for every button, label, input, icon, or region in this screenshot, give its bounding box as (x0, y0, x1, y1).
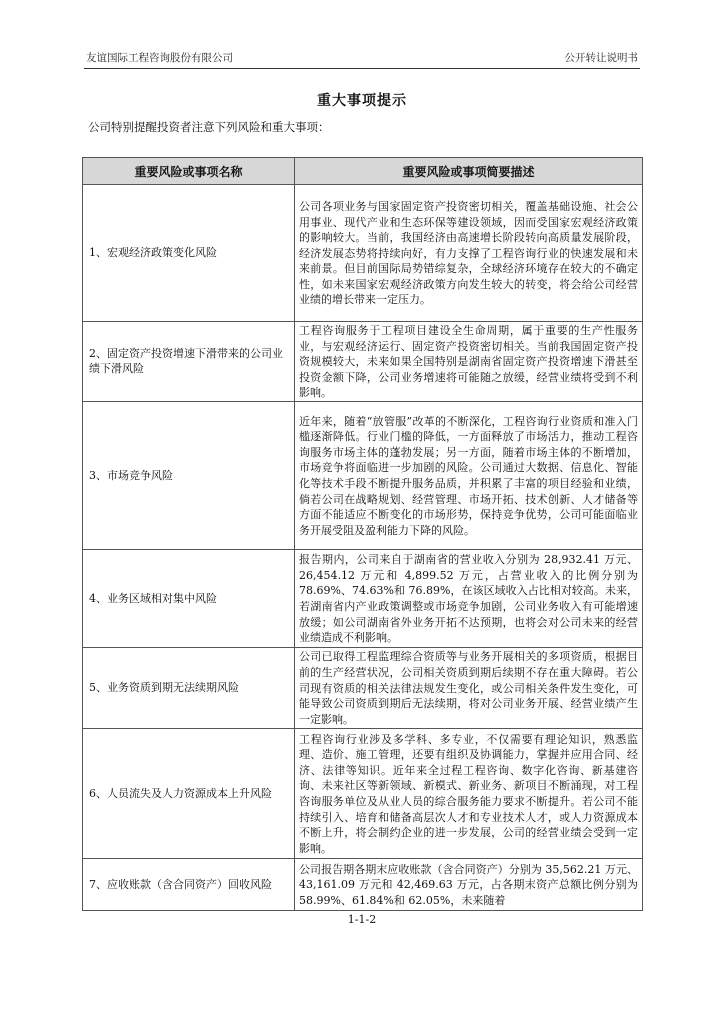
page-title: 重大事项提示 (317, 93, 407, 109)
risk-name: 3、市场竞争风险 (83, 401, 295, 549)
table-row (83, 185, 643, 322)
col-header-name: 重要风险或事项名称 (83, 158, 295, 185)
table-row (83, 647, 643, 728)
risk-desc: 公司报告期各期末应收账款（含合同资产）分别为 35,562.21 万元、43,161.09 万元和 42,469.63 万元，占各期末资产总额比例分别为 58.99%、61.84%和 62.05%，未来随着 (295, 858, 643, 910)
intro-text: 公司特别提醒投资者注意下列风险和重大事项： (88, 120, 330, 134)
risk-desc: 近年来，随着“放管服”改革的不断深化，工程咨询行业资质和准入门槛逐渐降低。行业门槛的降低，一方面释放了市场活力，推动工程咨询服务市场主体的蓬勃发展；另一方面，随着市场主体的不断增加，市场竞争将面临进一步加剧的风险。公司通过大数据、信息化、智能化等技术手段不断提升服务品质，并积累了丰富的项目经验和业绩，倘若公司在战略规划、经营管理、市场开拓、技术创新、人才储备等方面不能适应不断变化的市场形势，保持竞争优势，公司可能面临业务开展受阻及盈利能力下降的风险。 (295, 401, 643, 549)
table-row (83, 549, 643, 647)
table-row (83, 858, 643, 910)
table-row (83, 728, 643, 858)
table-row (83, 401, 643, 549)
header-doc-type: 公开转让说明书 (564, 52, 638, 64)
risk-desc: 报告期内，公司来自于湖南省的营业收入分别为 28,932.41 万元、26,454.12 万元和 4,899.52 万元，占营业收入的比例分别为 78.69%、74.63%和 76.89%，在该区域收入占比相对较高。未来，若湖南省内产业政策调整或市场竞争加剧，公司业务收入有可能增速放缓；如公司湖南省外业务开拓不达预期，也将会对公司未来的经营业绩造成不利影响。 (295, 549, 643, 647)
risk-desc: 工程咨询行业涉及多学科、多专业，不仅需要有理论知识，熟悉监理、造价、施工管理，还要有组织及协调能力，掌握并应用合同、经济、法律等知识。近年来全过程工程咨询、数字化咨询、新基建咨询、未来社区等新领域、新模式、新业务、新项目不断涌现，对工程咨询服务单位及从业人员的综合服务能力要求不断提升。若公司不能持续引入、培育和储备高层次人才和专业技术人才，或人力资源成本不断上升，将会制约企业的进一步发展，公司的经营业绩会受到一定影响。 (295, 728, 643, 858)
risk-name: 1、宏观经济政策变化风险 (83, 185, 295, 322)
header-rule (84, 68, 640, 69)
risk-table (82, 157, 643, 911)
risk-name: 4、业务区域相对集中风险 (83, 549, 295, 647)
page-number: 1-1-2 (347, 913, 377, 926)
header-company: 友谊国际工程咨询股份有限公司 (86, 52, 233, 64)
risk-name: 5、业务资质到期无法续期风险 (83, 647, 295, 728)
risk-desc: 公司各项业务与国家固定资产投资密切相关，覆盖基础设施、社会公用事业、现代产业和生态环保等建设领域，因而受国家宏观经济政策的影响较大。当前，我国经济由高速增长阶段转向高质量发展阶段，经济发展态势将持续向好，有力支撑了工程咨询行业的快速发展和未来前景。但目前国际局势错综复杂，全球经济环境存在较大的不确定性，如未来国家宏观经济政策方向发生较大的转变，将会给公司经营业绩的增长带来一定压力。 (295, 185, 643, 322)
table-row (83, 322, 643, 402)
risk-name: 7、应收账款（含合同资产）回收风险 (83, 858, 295, 910)
risk-desc: 工程咨询服务于工程项目建设全生命周期，属于重要的生产性服务业，与宏观经济运行、固定资产投资密切相关。当前我国固定资产投资规模较大，未来如果全国特别是湖南省固定资产投资增速下滑甚至投资金额下降，公司业务增速将可能随之放缓，经营业绩将受到不利影响。 (295, 322, 643, 402)
risk-name: 2、固定资产投资增速下滑带来的公司业绩下滑风险 (83, 322, 295, 402)
risk-name: 6、人员流失及人力资源成本上升风险 (83, 728, 295, 858)
risk-desc: 公司已取得工程监理综合资质等与业务开展相关的多项资质，根据目前的生产经营状况，公司相关资质到期后续期不存在重大障碍。若公司现有资质的相关法律法规发生变化，或公司相关条件发生变化，可能导致公司资质到期后无法续期，将对公司业务开展、经营业绩产生一定影响。 (295, 647, 643, 728)
table-header-row (83, 158, 643, 185)
col-header-desc: 重要风险或事项简要描述 (295, 158, 643, 185)
